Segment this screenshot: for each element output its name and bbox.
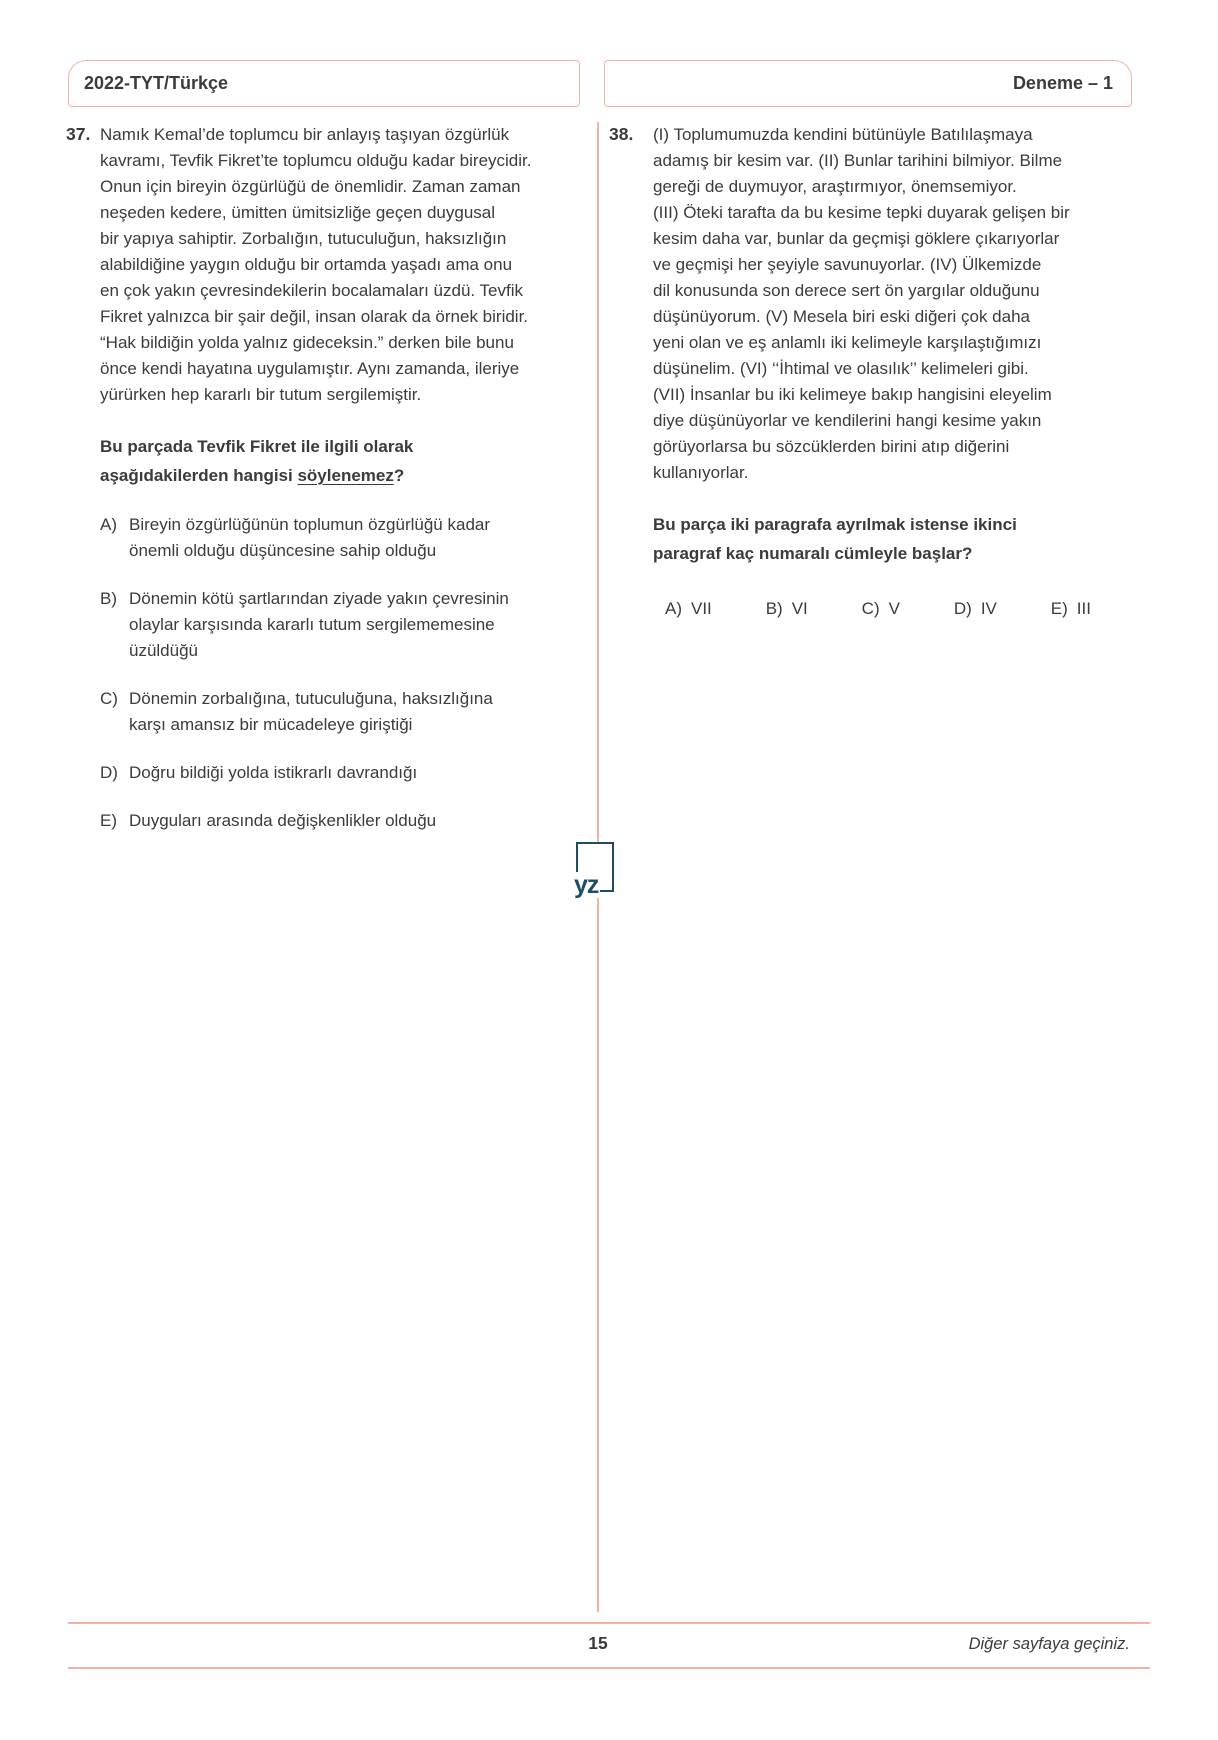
footer-rule-bottom xyxy=(68,1667,1150,1669)
option-d-value: IV xyxy=(980,599,997,618)
question-38 xyxy=(609,122,1091,622)
option-e-letter: E) xyxy=(100,811,117,830)
option-c-text: Dönemin zorbalığına, tutuculuğuna, haksızlığına karşı amansız bir mücadeleye giriştiği xyxy=(129,689,493,734)
publisher-logo xyxy=(574,842,614,899)
option-e-letter: E) xyxy=(1050,599,1068,618)
option-a-letter: A) xyxy=(665,599,682,618)
question-38-stem: Bu parça iki paragrafa ayrılmak istense ikinci paragraf kaç numaralı cümleyle başlar? xyxy=(653,515,1017,563)
option-e xyxy=(100,808,538,834)
question-37-stem xyxy=(100,432,538,490)
question-38-number: 38. xyxy=(609,124,634,144)
course-title: 2022-TYT/Türkçe xyxy=(84,73,229,93)
header-exam-box xyxy=(604,60,1132,107)
option-b-letter: B) xyxy=(765,599,783,618)
option-c-value: V xyxy=(888,599,900,618)
question-37-body xyxy=(100,122,538,834)
exam-title: Deneme – 1 xyxy=(1012,73,1113,93)
option-a xyxy=(665,596,712,622)
option-d xyxy=(100,760,538,786)
question-38-passage: (I) Toplumumuzda kendini bütünüyle Batılılaşmaya adamış bir kesim var. (II) Bunlar tarihini bilmiyor. Bilme gereği de duymuyor, araştırmıyor, önemsemiyor. (III) Öteki tarafta da bu kesime tepki duyarak gelişen bir kesim daha var, bunlar da geçmişi göklere çıkarıyorlar ve geçmişi her şeyiyle savunuyorlar. (IV) Ülkemizde dil konusunda son derece sert ön yargılar olduğunu düşünüyorum. (V) Mesela biri eski diğeri çok daha yeni olan ve eş anlamlı iki kelimeyle karşılaştığımızı düşünelim. (VI) ‘‘İhtimal ve olasılık’’ kelimeleri gibi. (VII) İnsanlar bu iki kelimeye bakıp hangisini eleyelim diye düşünüyorlar ve kendilerini hangi kesime yakın görüyorlarsa bu sözcüklerden birini atıp diğerini kullanıyorlar. xyxy=(653,125,1070,482)
page-number: 15 xyxy=(588,1633,608,1653)
option-c xyxy=(862,596,900,622)
option-a-value: VII xyxy=(691,599,712,618)
option-d xyxy=(954,596,997,622)
option-e-value: III xyxy=(1076,599,1091,618)
option-d-text: Doğru bildiği yolda istikrarlı davrandığı xyxy=(129,763,418,782)
question-38-body xyxy=(653,122,1091,622)
publisher-logo-text: yz xyxy=(574,871,599,899)
option-a xyxy=(100,512,538,564)
option-a-letter: A) xyxy=(100,515,117,534)
stem-line2-pre: aşağıdakilerden hangisi xyxy=(100,466,298,485)
option-b xyxy=(100,586,538,664)
question-37-passage: Namık Kemal’de toplumcu bir anlayış taşıyan özgürlük kavramı, Tevfik Fikret’te toplumcu olduğu kadar bireycidir. Onun için bireyin özgürlüğü de önemlidir. Zaman zaman neşeden kedere, ümitten ümitsizliğe geçen duygusal bir yapıya sahiptir. Zorbalığın, tutuculuğun, haksızlığın alabildiğine yaygın olduğu bir ortamda yaşadı ama onu en çok yakın çevresindekilerin bocalamaları üzdü. Tevfik Fikret yalnızca bir şair değil, insan olarak da örnek biridir. “Hak bildiğin yolda yalnız gideceksin.” derken bile bunu önce kendi hayatına uygulamıştır. Aynı zamanda, ileriye yürürken hep kararlı bir tutum sergilemiştir. xyxy=(100,125,532,404)
option-c-letter: C) xyxy=(861,599,880,618)
option-c-letter: C) xyxy=(100,689,118,708)
option-d-letter: D) xyxy=(953,599,972,618)
option-b xyxy=(766,596,808,622)
option-e-text: Duyguları arasında değişkenlikler olduğu xyxy=(129,811,437,830)
stem-underlined-word: söylenemez xyxy=(297,466,394,485)
stem-line1: Bu parçada Tevfik Fikret ile ilgili olarak xyxy=(100,437,414,456)
header-course-box xyxy=(68,60,580,107)
question-37 xyxy=(66,122,538,834)
option-e xyxy=(1051,596,1091,622)
option-b-value: VI xyxy=(791,599,808,618)
question-38-options xyxy=(653,596,1091,622)
stem-line2-post: ? xyxy=(393,466,405,485)
option-b-letter: B) xyxy=(100,589,117,608)
option-c xyxy=(100,686,538,738)
footer-note: Diğer sayfaya geçiniz. xyxy=(968,1635,1130,1653)
question-37-number: 37. xyxy=(66,124,91,144)
option-d-letter: D) xyxy=(100,763,118,782)
question-37-options xyxy=(100,512,538,834)
footer-rule-top xyxy=(68,1622,1150,1624)
option-b-text: Dönemin kötü şartlarından ziyade yakın çevresinin olaylar karşısında kararlı tutum sergilememesine üzüldüğü xyxy=(129,589,509,660)
option-a-text: Bireyin özgürlüğünün toplumun özgürlüğü kadar önemli olduğu düşüncesine sahip olduğu xyxy=(129,515,491,560)
